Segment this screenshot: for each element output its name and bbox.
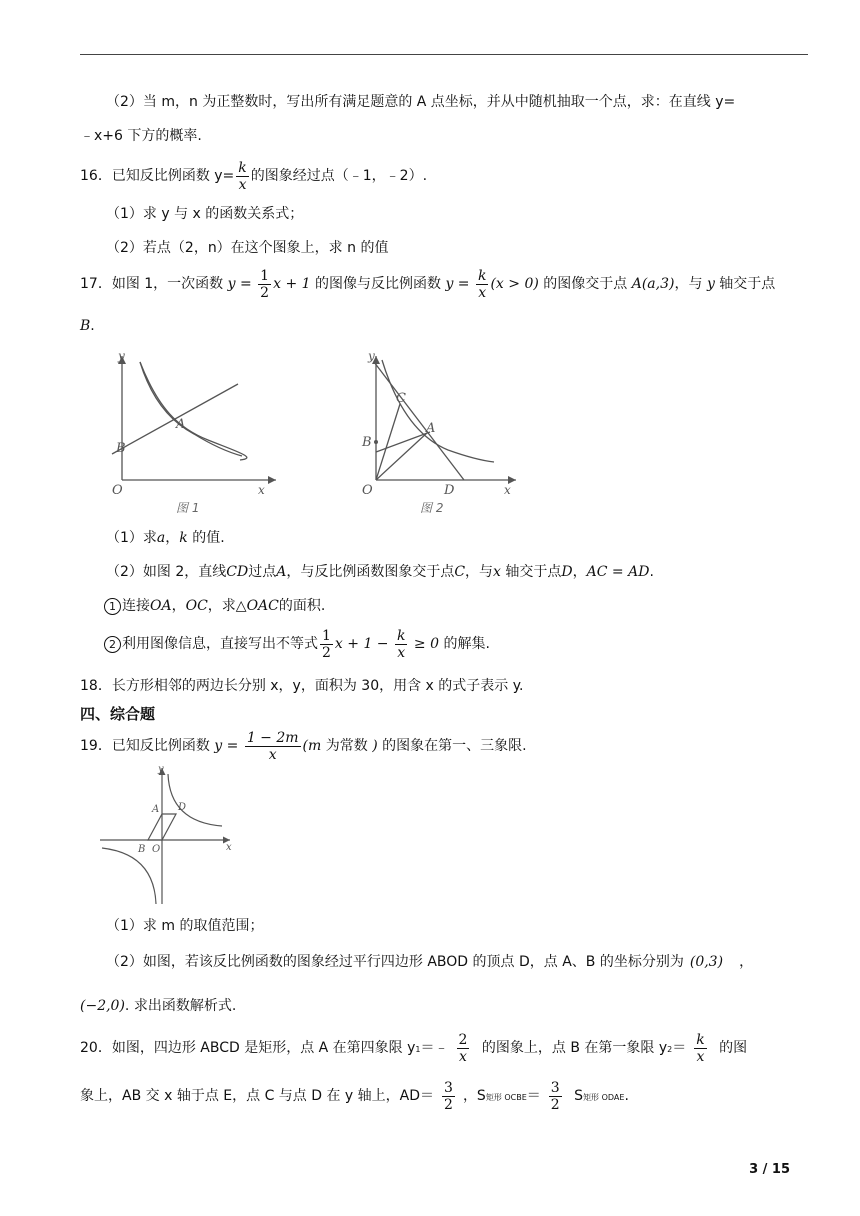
fig2-label-O: O [362,483,373,498]
q16-stem [80,158,427,194]
q19-fig-branch-1 [168,774,222,826]
q19-stem: 19．已知反比例函数 y = $\frac{1 - 2m}{x}$ (m 为常数 ) 的图象在第一、三象限. [80,729,527,763]
fig1-label-x: x [258,483,265,497]
q16-fraction: $\frac{k}{x}$ [238,159,247,193]
q15-part2-line2: ﹣x+6 下方的概率. [80,128,202,144]
fig1-line [112,384,238,454]
q19-figure [98,764,238,908]
q19-part2-line1: （2）如图，若该反比例函数的图象经过平行四边形 ABOD 的顶点 D，点 A、B 的坐标分别为 (0,3) ， [106,954,754,970]
fig2-label-D: D [444,483,455,498]
q20-stem-line1: 20．如图，四边形 ABCD 是矩形，点 A 在第四象限 y1＝﹣ $\frac{2}{x}$ 的图象上，点 B 在第一象限 y2＝ $\frac{k}{x}$ 的图 [80,1031,748,1065]
q20-frac-2-over-x: $\frac{2}{x}$ [458,1031,468,1065]
q17-k-over-x: $\frac{k}{x}$ [477,267,487,301]
q19-fig-label-A: A [152,804,160,815]
q17-ineq-half: $\frac{1}{2}$ [322,627,331,661]
q19-part2-line2: (−2,0). 求出函数解析式. [80,998,237,1014]
fig1-caption: 图 1 [176,501,200,515]
q19-fig-label-O: O [152,844,161,855]
q17-ineq-k-over-x: $\frac{k}{x}$ [397,627,406,661]
fig1-label-O: O [112,483,123,498]
q19-fraction: $\frac{1 - 2m}{x}$ [246,729,299,763]
q17-figure-1 [108,348,278,518]
fig2-caption: 图 2 [420,501,444,515]
fig1-label-A: A [176,417,186,432]
q15-part2-line1: （2）当 m，n 为正整数时，写出所有满足题意的 A 点坐标，并从中随机抽取一个点，求：在直线 y= [106,94,736,110]
fig2-line-CD [374,362,464,480]
q17-part2: （2）如图 2，直线CD过点A，与反比例函数图象交于点C，与x 轴交于点D，AC = AD. [106,564,654,580]
q20-stem-line2: 象上，AB 交 x 轴于点 E，点 C 与点 D 在 y 轴上，AD＝ $\frac{3}{2}$ ，S矩形 OCBE＝ $\frac{3}{2}$ S矩形 ODAE. [80,1079,629,1113]
q20-frac-3-over-2-a: $\frac{3}{2}$ [444,1079,453,1113]
q16-post: 的图象经过点（﹣1，﹣2）. [250,168,428,184]
q18-stem: 18．长方形相邻的两边长分别 x，y，面积为 30，用含 x 的式子表示 y. [80,678,524,694]
q20-frac-3-over-2-b: $\frac{3}{2}$ [550,1079,560,1113]
q19-fig-label-y: y [158,764,164,775]
q20-frac-k-over-x: $\frac{k}{x}$ [696,1031,705,1065]
q16-part2: （2）若点（2，n）在这个图象上，求 n 的值 [106,240,389,256]
q19-fig-label-B: B [138,844,146,855]
q19-fig-branch-3 [102,848,156,904]
fig1-label-B: B [116,441,126,456]
circled-number-2: 2 [104,636,121,653]
q17-subpart2: 2 利用图像信息，直接写出不等式 $\frac{1}{2}$ x + 1 − $\frac{k}{x}$ ≥ 0 的解集. [104,624,490,664]
q17-stem-line1: 17．如图 1，一次函数 y = $\frac{1}{2}$ x + 1 的图像与反比例函数 y = $\frac{k}{x}$ (x > 0) 的图像交于点 A(a,3)，与 y 轴交于点 [80,267,776,301]
q17-half-fraction: $\frac{1}{2}$ [260,267,270,301]
q17-figure-2 [352,348,522,518]
fig2-label-A: A [426,421,436,436]
fig1-hyperbola [140,362,247,460]
page-number: 3 / 15 [749,1162,790,1177]
q17-stem-line2: B. [80,318,95,334]
fig2-line-BA [376,432,430,452]
header-rule [80,54,808,55]
q17-subpart1: 1 连接OA，OC，求△OAC的面积. [104,596,325,616]
q17-part1: （1）求a，k 的值. [106,530,225,546]
section-4-title: 四、综合题 [80,705,156,723]
q19-fig-label-x: x [226,842,232,853]
q19-fig-label-D: D [178,802,187,813]
fig1-label-y: y [118,349,125,363]
q16-part1: （1）求 y 与 x 的函数关系式； [106,206,304,222]
fig2-label-y: y [368,349,375,363]
q16-pre: 16．已知反比例函数 y= [80,168,235,184]
circled-number-1: 1 [104,598,121,615]
fig2-label-C: C [396,391,406,406]
q19-part1: （1）求 m 的取值范围； [106,918,264,934]
fig2-label-B: B [362,435,372,450]
fig2-label-x: x [504,483,511,497]
